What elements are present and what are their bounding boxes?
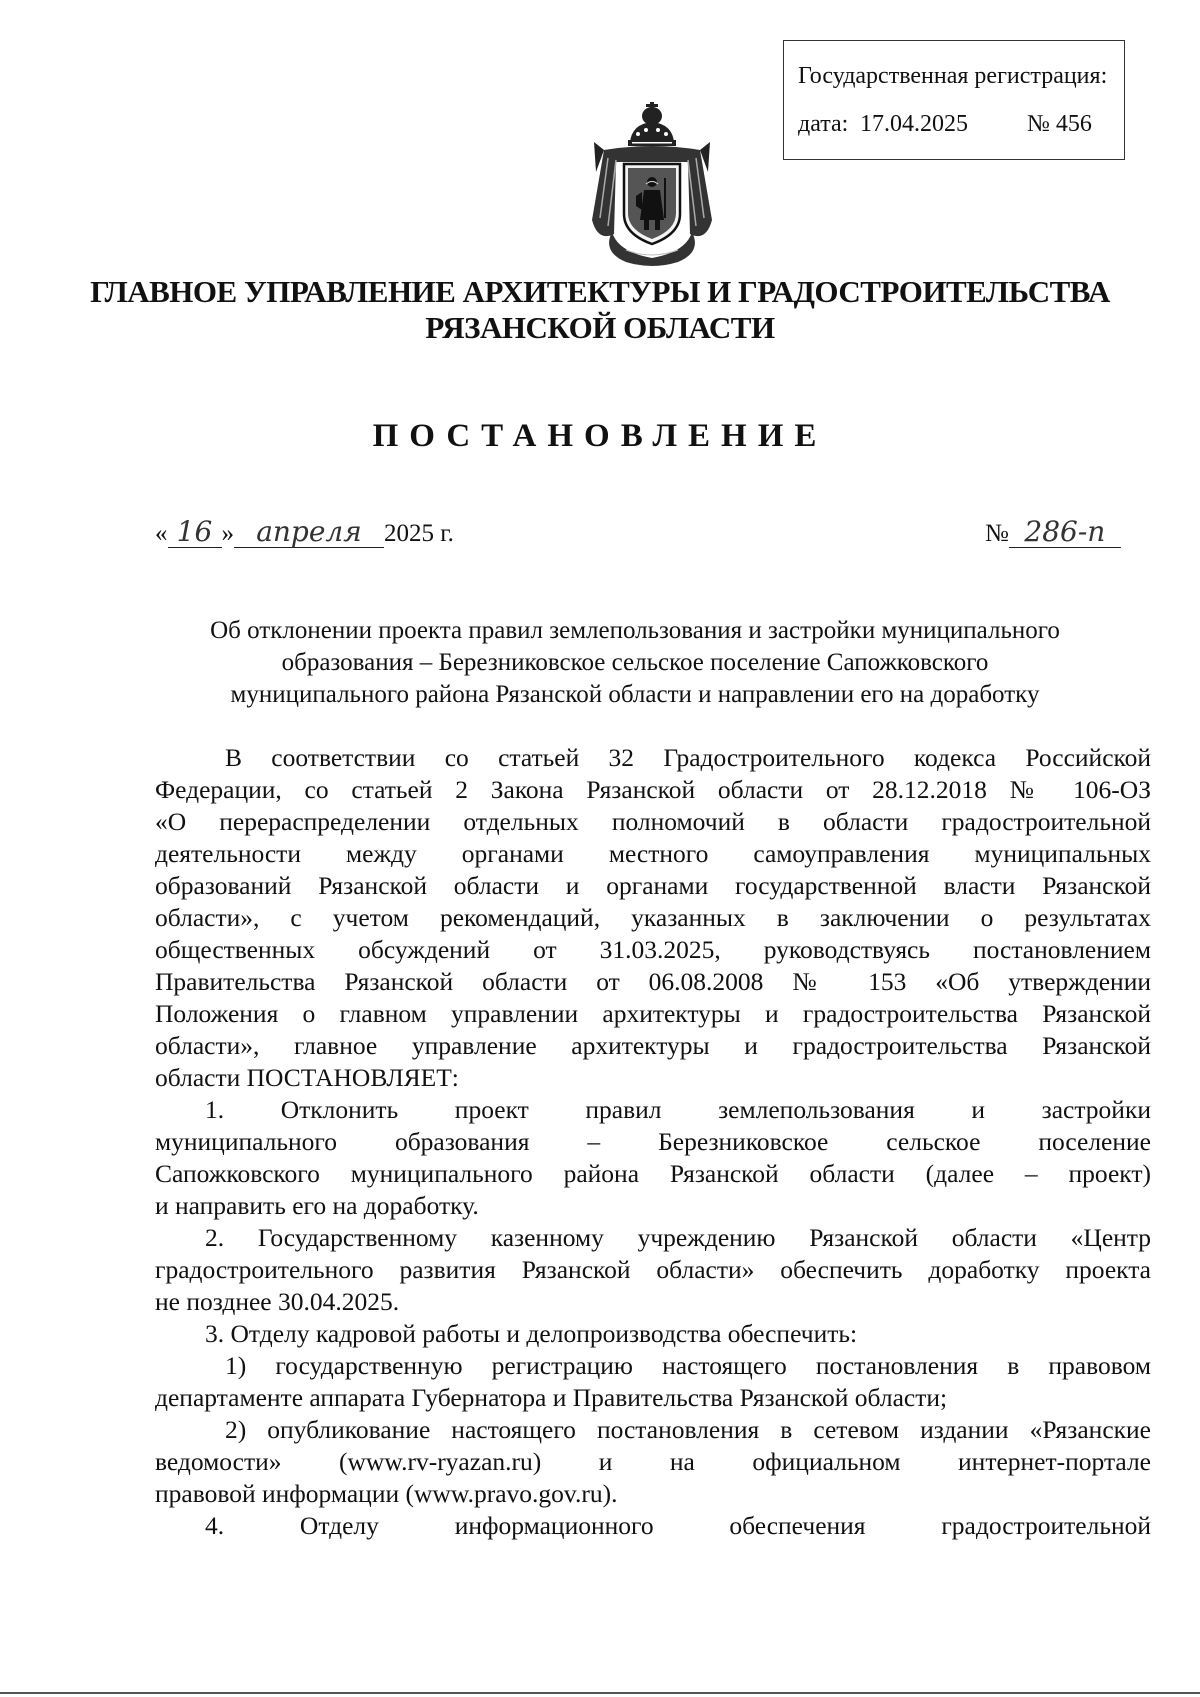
date-year: 2025 г.	[384, 520, 454, 547]
item-1-line: Сапожковского муниципального района Рязанской области (далее – проект)	[155, 1159, 1151, 1188]
subject-line: образования – Березниковское сельское поселение Сапожковского	[281, 649, 989, 676]
preamble-line: Положения о главном управлении архитектуры и градостроительства Рязанской	[155, 999, 1151, 1028]
document-subject	[150, 615, 1120, 711]
subject-line: Об отклонении проекта правил землепользования и застройки муниципального	[210, 617, 1060, 644]
item-3-2-line: ведомости» (www.rv-ryazan.ru) и на официальном интернет-портале	[155, 1447, 1151, 1476]
date-close-quote: »	[221, 520, 234, 547]
document-body	[155, 742, 1151, 1542]
item-3-1-line: 1) государственную регистрацию настоящего постановления в правовом	[225, 1351, 1151, 1380]
item-3-2-line: правовой информации (www.pravo.gov.ru).	[155, 1479, 618, 1508]
document-number	[985, 517, 1121, 548]
subject-line: муниципального района Рязанской области и направлении его на доработку	[230, 681, 1040, 708]
item-1-line: 1. Отклонить проект правил землепользования и застройки	[205, 1095, 1151, 1124]
document-number-handwritten: 286-п	[1009, 517, 1121, 548]
preamble-line: области», главное управление архитектуры и градостроительства Рязанской	[155, 1031, 1151, 1060]
item-4-line: 4. Отделу информационного обеспечения градостроительной	[205, 1511, 1151, 1540]
item-1-line: муниципального образования – Березниковское сельское поселение	[155, 1127, 1151, 1156]
item-3-line: 3. Отделу кадровой работы и делопроизводства обеспечить:	[205, 1319, 858, 1348]
document-date	[155, 517, 454, 548]
item-3-2-line: 2) опубликование настоящего постановления в сетевом издании «Рязанские	[225, 1415, 1151, 1444]
document-type-heading: ПОСТАНОВЛЕНИЕ	[372, 418, 828, 454]
registration-stamp	[783, 40, 1125, 160]
preamble-line: общественных обсуждений от 31.03.2025, руководствуясь постановлением	[155, 935, 1151, 964]
preamble-line: образований Рязанской области и органами государственной власти Рязанской	[155, 871, 1151, 900]
preamble-line: Федерации, со статьей 2 Закона Рязанской области от 28.12.2018 № 106-ОЗ	[155, 775, 1151, 804]
coat-of-arms-icon	[586, 102, 718, 272]
registration-date-label: дата:	[798, 111, 849, 137]
preamble-line: области», с учетом рекомендаций, указанных в заключении о результатах	[155, 903, 1151, 932]
preamble-line: В соответствии со статьей 32 Градостроительного кодекса Российской	[225, 743, 1151, 772]
scan-bottom-edge	[0, 1692, 1200, 1694]
preamble-line: «О перераспределении отдельных полномочий в области градостроительной	[155, 807, 1151, 836]
organization-name-line2: РЯЗАНСКОЙ ОБЛАСТИ	[425, 310, 775, 345]
date-day-handwritten: 16	[168, 517, 222, 548]
item-1-line: и направить его на доработку.	[155, 1191, 479, 1220]
item-2-line: градостроительного развития Рязанской области» обеспечить доработку проекта	[155, 1255, 1151, 1284]
item-3-1-line: департаменте аппарата Губернатора и Правительства Рязанской области;	[155, 1383, 948, 1412]
registration-date-value: 17.04.2025	[860, 111, 968, 137]
date-open-quote: «	[155, 520, 168, 547]
date-month-handwritten: апреля	[234, 517, 384, 548]
item-2-line: 2. Государственному казенному учреждению Рязанской области «Центр	[205, 1223, 1151, 1252]
document-number-label: №	[985, 520, 1009, 547]
registration-title: Государственная регистрация:	[798, 63, 1108, 89]
organization-name-line1: ГЛАВНОЕ УПРАВЛЕНИЕ АРХИТЕКТУРЫ И ГРАДОСТРОИТЕЛЬСТВА	[90, 274, 1110, 309]
preamble-line: деятельности между органами местного самоуправления муниципальных	[155, 839, 1151, 868]
item-2-line: не позднее 30.04.2025.	[155, 1287, 400, 1316]
preamble-line: области ПОСТАНОВЛЯЕТ:	[155, 1063, 459, 1092]
preamble-line: Правительства Рязанской области от 06.08.2008 № 153 «Об утверждении	[155, 967, 1151, 996]
registration-number: № 456	[1027, 111, 1092, 137]
